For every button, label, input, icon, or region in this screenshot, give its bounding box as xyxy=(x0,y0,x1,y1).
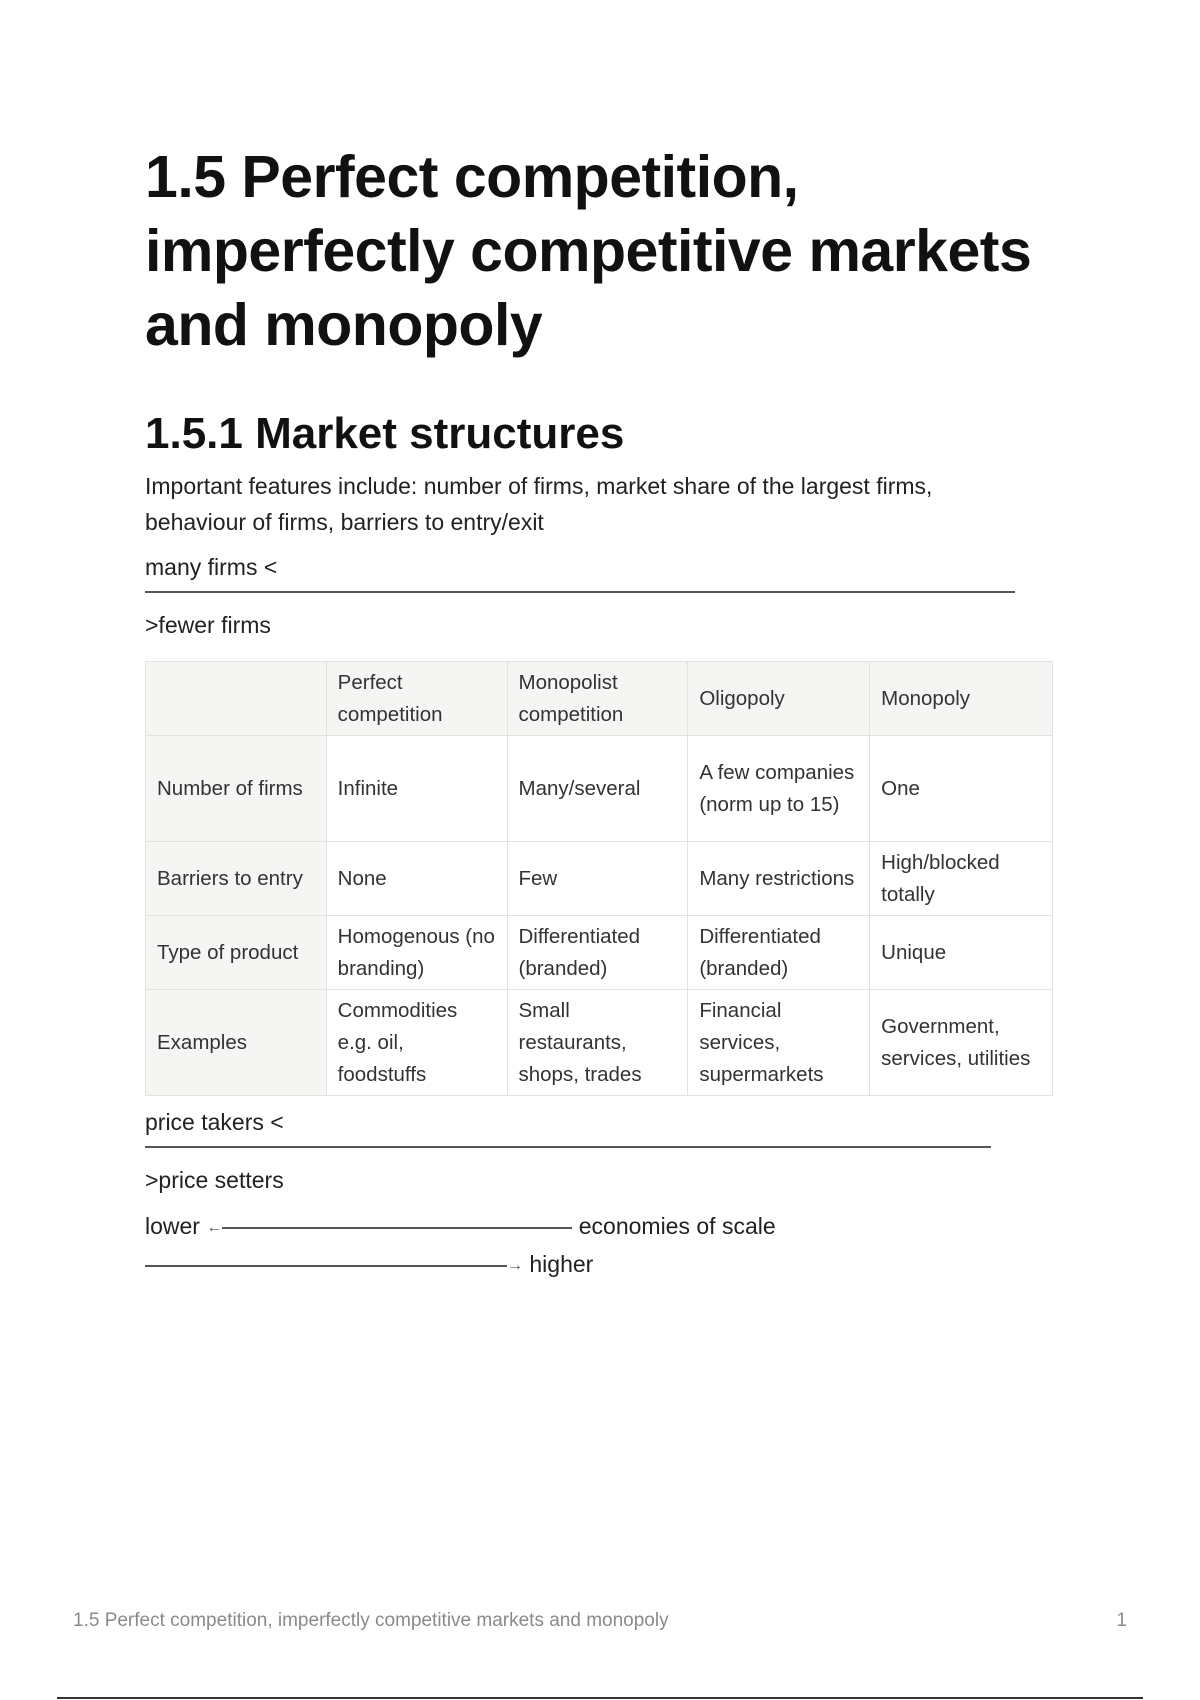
scale-line-segment xyxy=(222,1227,572,1229)
row-header-cell: Examples xyxy=(146,990,327,1096)
table-header-row xyxy=(146,662,1053,736)
price-scale-line xyxy=(145,1146,991,1148)
market-structures-table xyxy=(145,661,1053,1096)
table-cell: High/blocked totally xyxy=(870,842,1053,916)
table-cell: Financial services, supermarkets xyxy=(688,990,870,1096)
page-title: 1.5 Perfect competition, imperfectly competitive markets and monopoly xyxy=(145,144,1032,358)
table-cell: Few xyxy=(507,842,688,916)
scale-left-label: lower xyxy=(145,1213,200,1239)
firms-left-label: many firms < xyxy=(145,554,278,580)
page-footer xyxy=(73,1610,1127,1632)
economies-scale-bottom xyxy=(145,1246,1065,1284)
table-row xyxy=(146,916,1053,990)
table-header-cell: Oligopoly xyxy=(688,662,870,736)
economies-scale-top xyxy=(145,1208,1065,1246)
footer-title: 1.5 Perfect competition, imperfectly competitive markets and monopoly xyxy=(73,1610,669,1631)
price-left-label: price takers < xyxy=(145,1109,284,1135)
table-header-cell: Monopolist competition xyxy=(507,662,688,736)
firms-right-label: >fewer firms xyxy=(145,612,271,638)
table-cell: Infinite xyxy=(326,736,507,842)
table-cell: Differentiated (branded) xyxy=(688,916,870,990)
economies-scale xyxy=(145,1208,1065,1284)
table-cell: Unique xyxy=(870,916,1053,990)
row-header-cell: Barriers to entry xyxy=(146,842,327,916)
table-cell: Differentiated (branded) xyxy=(507,916,688,990)
table-cell: A few companies (norm up to 15) xyxy=(688,736,870,842)
firms-scale-line xyxy=(145,591,1015,593)
bottom-divider xyxy=(57,1697,1143,1699)
row-header-cell: Number of firms xyxy=(146,736,327,842)
table-row xyxy=(146,736,1053,842)
table-cell: None xyxy=(326,842,507,916)
page-number: 1 xyxy=(1116,1610,1127,1631)
scale-right-label: higher xyxy=(529,1250,594,1277)
scale-line-segment xyxy=(145,1265,507,1267)
table-cell: One xyxy=(870,736,1053,842)
price-scale xyxy=(145,1104,1065,1198)
table-header-cell: Monopoly xyxy=(870,662,1053,736)
row-header-cell: Type of product xyxy=(146,916,327,990)
scale-mid-label: economies of scale xyxy=(578,1213,776,1239)
table-cell: Homogenous (no branding) xyxy=(326,916,507,990)
table-cell: Commodities e.g. oil, foodstuffs xyxy=(326,990,507,1096)
table-header-cell: Perfect competition xyxy=(326,662,507,736)
section-title: 1.5.1 Market structures xyxy=(145,409,625,458)
arrow-left-icon: ← xyxy=(206,1218,223,1236)
price-right-label: >price setters xyxy=(145,1167,284,1193)
table-cell: Many/several xyxy=(507,736,688,842)
table-cell: Government, services, utilities xyxy=(870,990,1053,1096)
table-cell: Small restaurants, shops, trades xyxy=(507,990,688,1096)
table-row xyxy=(146,990,1053,1096)
firms-scale xyxy=(145,549,1065,643)
table-cell: Many restrictions xyxy=(688,842,870,916)
arrow-right-icon: → xyxy=(507,1256,523,1274)
table-row xyxy=(146,842,1053,916)
intro-paragraph: Important features include: number of firms, market share of the largest firms, behaviour of firms, barriers to entry/exit xyxy=(145,473,933,535)
document-body xyxy=(145,140,1065,1284)
table-header-cell xyxy=(146,662,327,736)
